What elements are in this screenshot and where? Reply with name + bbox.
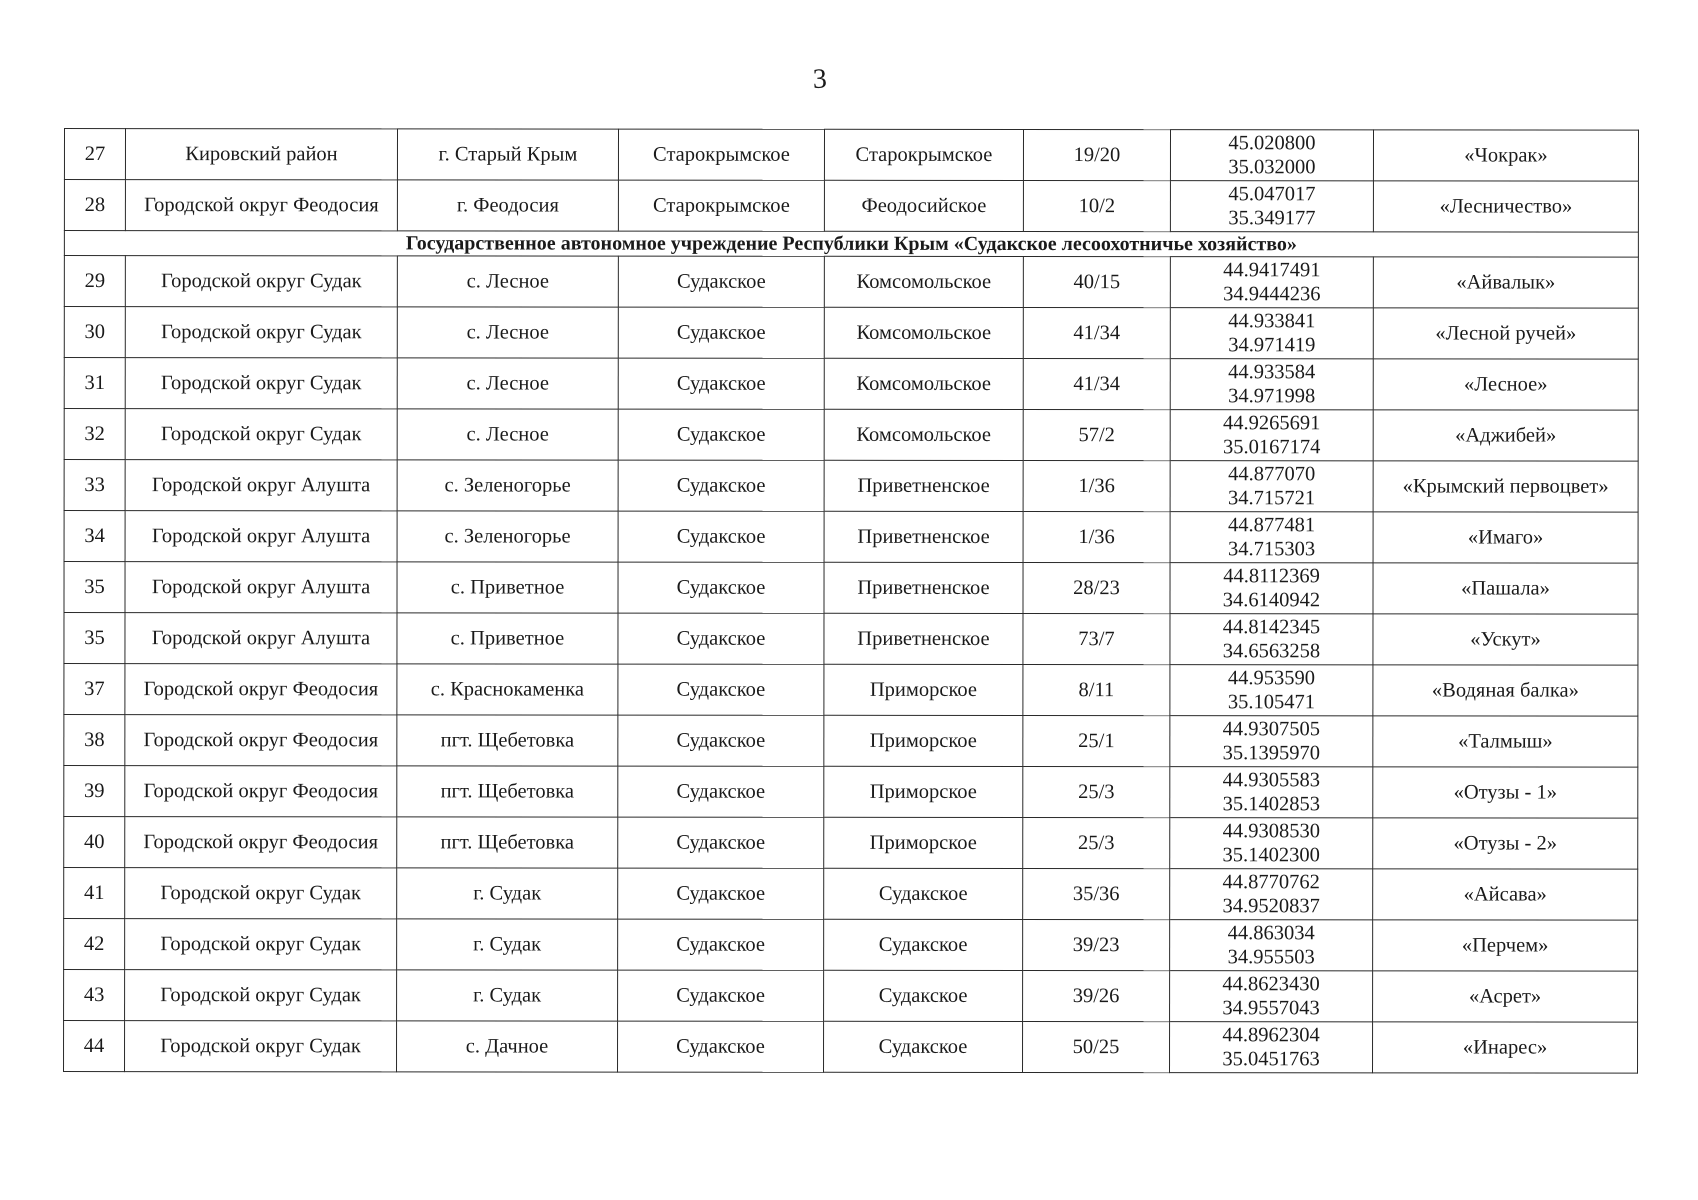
district-cell: Городской округ Судак: [125, 256, 397, 307]
latitude-value: 44.8112369: [1223, 565, 1320, 588]
forestry-cell: Судакское: [618, 358, 824, 409]
longitude-value: 34.971419: [1228, 334, 1316, 357]
block-cell: 73/7: [1023, 614, 1170, 665]
forestry-cell: Судакское: [618, 970, 824, 1021]
coordinates-cell: [1170, 359, 1373, 410]
district-cell: Городской округ Феодосия: [125, 766, 397, 817]
latitude-value: 44.953590: [1227, 667, 1315, 690]
settlement-cell: с. Приветное: [397, 562, 618, 613]
longitude-value: 34.971998: [1228, 385, 1316, 408]
forestry-cell: Судакское: [618, 1021, 824, 1072]
longitude-value: 34.6140942: [1222, 589, 1321, 612]
coordinates-cell: [1170, 257, 1373, 308]
row-number-cell: 44: [64, 1021, 125, 1072]
forestry-cell: Старокрымское: [618, 129, 824, 180]
row-number-cell: 29: [64, 256, 125, 307]
district-cell: Городской округ Алушта: [125, 613, 397, 664]
table-row: [64, 180, 1638, 233]
district-cell: Городской округ Феодосия: [125, 817, 397, 868]
district-cell: Городской округ Алушта: [125, 511, 397, 562]
forestry-cell: Судакское: [618, 307, 824, 358]
latitude-value: 44.8142345: [1222, 616, 1321, 639]
table-row: [64, 256, 1638, 309]
longitude-value: 35.1402853: [1222, 793, 1320, 816]
forestry-cell: Старокрымское: [618, 180, 824, 231]
table-row: [64, 129, 1638, 182]
row-number-cell: 31: [64, 358, 125, 409]
latitude-value: 44.9265691: [1222, 412, 1321, 435]
latitude-value: 44.8770762: [1222, 871, 1320, 894]
district-cell: Городской округ Феодосия: [125, 180, 397, 231]
row-number-cell: 38: [64, 715, 125, 766]
settlement-cell: с. Лесное: [397, 409, 618, 460]
block-cell: 41/34: [1023, 308, 1170, 359]
site-name-cell: «Чокрак»: [1373, 130, 1638, 181]
row-number-cell: 34: [64, 511, 125, 562]
forestry-cell: Судакское: [618, 715, 824, 766]
block-cell: 40/15: [1023, 257, 1170, 308]
table-row: [64, 1021, 1638, 1074]
row-number-cell: 28: [64, 180, 125, 231]
district-cell: Городской округ Судак: [125, 358, 397, 409]
row-number-cell: 35: [64, 613, 125, 664]
settlement-cell: г. Феодосия: [397, 180, 618, 231]
table-row: [64, 307, 1638, 360]
settlement-cell: с. Приветное: [397, 613, 618, 664]
subforestry-cell: Приморское: [824, 766, 1023, 817]
row-number-cell: 37: [64, 664, 125, 715]
settlement-cell: с. Зеленогорье: [397, 511, 618, 562]
site-name-cell: «Отузы - 1»: [1373, 767, 1638, 818]
row-number-cell: 41: [64, 868, 125, 919]
district-cell: Городской округ Судак: [125, 970, 397, 1021]
site-name-cell: «Имаго»: [1373, 512, 1638, 563]
settlement-cell: г. Судак: [397, 919, 618, 970]
latitude-value: 44.8962304: [1222, 1024, 1320, 1047]
coordinates-cell: [1170, 614, 1373, 665]
subforestry-cell: Приморское: [824, 817, 1023, 868]
block-cell: 1/36: [1023, 512, 1170, 563]
row-number-cell: 30: [64, 307, 125, 358]
longitude-value: 34.9520837: [1222, 895, 1320, 918]
table-row: [64, 766, 1638, 819]
site-name-cell: «Ускут»: [1373, 614, 1638, 665]
district-cell: Городской округ Феодосия: [125, 715, 397, 766]
table-row: [64, 460, 1638, 513]
coordinates-cell: [1170, 461, 1373, 512]
block-cell: 19/20: [1023, 130, 1170, 181]
site-name-cell: «Аджибей»: [1373, 410, 1638, 461]
subforestry-cell: Судакское: [824, 1021, 1023, 1072]
section-row: [64, 231, 1638, 258]
settlement-cell: с. Лесное: [397, 358, 618, 409]
table-row: [64, 409, 1638, 462]
block-cell: 25/3: [1023, 818, 1170, 869]
forestry-cell: Судакское: [618, 562, 824, 613]
coordinates-cell: [1170, 130, 1373, 181]
settlement-cell: г. Судак: [397, 970, 618, 1021]
latitude-value: 44.877481: [1228, 514, 1316, 537]
site-name-cell: «Пашала»: [1373, 563, 1638, 614]
district-cell: Городской округ Судак: [125, 919, 397, 970]
settlement-cell: пгт. Щебетовка: [397, 817, 618, 868]
table-row: [64, 562, 1638, 615]
coordinates-cell: [1170, 767, 1373, 818]
settlement-cell: с. Лесное: [397, 256, 618, 307]
table-body-section: [64, 231, 1638, 258]
table-row: [64, 511, 1638, 564]
coordinates-cell: [1170, 818, 1373, 869]
district-cell: Городской округ Алушта: [125, 460, 397, 511]
forestry-cell: Судакское: [618, 868, 824, 919]
latitude-value: 44.933841: [1228, 310, 1316, 333]
table-row: [64, 715, 1638, 768]
table-row: [64, 970, 1638, 1023]
longitude-value: 34.9557043: [1222, 997, 1320, 1020]
coordinates-cell: [1170, 1022, 1373, 1073]
site-name-cell: «Лесное»: [1373, 359, 1638, 410]
latitude-value: 44.9305583: [1222, 769, 1321, 792]
subforestry-cell: Приветненское: [824, 460, 1023, 511]
table-row: [64, 664, 1638, 717]
coordinates-cell: [1170, 665, 1373, 716]
district-cell: Городской округ Судак: [125, 868, 397, 919]
site-name-cell: «Лесной ручей»: [1373, 308, 1638, 359]
latitude-value: 45.020800: [1228, 132, 1316, 155]
district-cell: Кировский район: [125, 129, 397, 180]
settlement-cell: с. Дачное: [397, 1021, 618, 1072]
latitude-value: 45.047017: [1228, 183, 1316, 206]
settlement-cell: с. Лесное: [397, 307, 618, 358]
longitude-value: 35.105471: [1227, 691, 1315, 714]
site-name-cell: «Айвалык»: [1373, 257, 1638, 308]
longitude-value: 35.032000: [1228, 156, 1316, 179]
settlement-cell: г. Судак: [397, 868, 618, 919]
block-cell: 10/2: [1023, 181, 1170, 232]
block-cell: 39/23: [1023, 920, 1170, 971]
coordinates-cell: [1170, 920, 1373, 971]
subforestry-cell: Приветненское: [824, 613, 1023, 664]
row-number-cell: 33: [64, 460, 125, 511]
forestry-cell: Судакское: [618, 919, 824, 970]
block-cell: 57/2: [1023, 410, 1170, 461]
coordinates-cell: [1170, 869, 1373, 920]
longitude-value: 35.1395970: [1222, 742, 1321, 765]
section-heading: Государственное автономное учреждение Республики Крым «Судакское лесоохотничье хозяйство»: [64, 231, 1638, 258]
block-cell: 25/3: [1023, 767, 1170, 818]
site-name-cell: «Асрет»: [1373, 971, 1638, 1022]
block-cell: 28/23: [1023, 563, 1170, 614]
subforestry-cell: Комсомольское: [824, 256, 1023, 307]
block-cell: 8/11: [1023, 665, 1170, 716]
block-cell: 39/26: [1023, 971, 1170, 1022]
site-name-cell: «Талмыш»: [1373, 716, 1638, 767]
latitude-value: 44.877070: [1228, 463, 1316, 486]
latitude-value: 44.8623430: [1222, 973, 1320, 996]
subforestry-cell: Приветненское: [824, 511, 1023, 562]
district-cell: Городской округ Судак: [125, 409, 397, 460]
coordinates-cell: [1170, 308, 1373, 359]
latitude-value: 44.9308530: [1222, 820, 1320, 843]
subforestry-cell: Старокрымское: [824, 129, 1023, 180]
subforestry-cell: Комсомольское: [824, 409, 1023, 460]
coordinates-cell: [1170, 563, 1373, 614]
longitude-value: 34.715721: [1228, 487, 1316, 510]
block-cell: 1/36: [1023, 461, 1170, 512]
row-number-cell: 27: [64, 129, 125, 180]
table-row: [64, 358, 1638, 411]
table-body-bottom: [64, 256, 1639, 1074]
settlement-cell: г. Старый Крым: [397, 129, 618, 180]
subforestry-cell: Приветненское: [824, 562, 1023, 613]
longitude-value: 35.1402300: [1222, 844, 1320, 867]
forestry-cell: Судакское: [618, 511, 824, 562]
coordinates-cell: [1170, 512, 1373, 563]
settlement-cell: пгт. Щебетовка: [397, 715, 618, 766]
subforestry-cell: Комсомольское: [824, 358, 1023, 409]
district-cell: Городской округ Алушта: [125, 562, 397, 613]
row-number-cell: 35: [64, 562, 125, 613]
row-number-cell: 32: [64, 409, 125, 460]
district-cell: Городской округ Феодосия: [125, 664, 397, 715]
longitude-value: 34.9444236: [1223, 283, 1321, 306]
row-number-cell: 39: [64, 766, 125, 817]
subforestry-cell: Комсомольское: [824, 307, 1023, 358]
coordinates-cell: [1170, 410, 1373, 461]
latitude-value: 44.863034: [1227, 922, 1315, 945]
site-name-cell: «Лесничество»: [1373, 181, 1638, 232]
block-cell: 41/34: [1023, 359, 1170, 410]
forestry-cell: Судакское: [618, 766, 824, 817]
table-row: [64, 919, 1638, 972]
latitude-value: 44.933584: [1228, 361, 1316, 384]
latitude-value: 44.9417491: [1223, 259, 1321, 282]
forestry-cell: Судакское: [618, 409, 824, 460]
block-cell: 25/1: [1023, 716, 1170, 767]
page-number: 3: [812, 63, 828, 96]
forestry-cell: Судакское: [618, 817, 824, 868]
forestry-cell: Судакское: [618, 664, 824, 715]
row-number-cell: 42: [64, 919, 125, 970]
subforestry-cell: Судакское: [824, 868, 1023, 919]
table-row: [64, 613, 1638, 666]
district-cell: Городской округ Судак: [125, 307, 397, 358]
data-table: [63, 128, 1639, 1074]
longitude-value: 34.715303: [1227, 538, 1316, 561]
row-number-cell: 43: [64, 970, 125, 1021]
settlement-cell: с. Краснокаменка: [397, 664, 618, 715]
site-name-cell: «Отузы - 2»: [1373, 818, 1638, 869]
block-cell: 50/25: [1023, 1022, 1170, 1073]
table-row: [64, 817, 1638, 870]
site-name-cell: «Инарес»: [1373, 1022, 1638, 1073]
table-body-top: [64, 129, 1638, 233]
longitude-value: 34.6563258: [1222, 640, 1321, 663]
coordinates-cell: [1170, 971, 1373, 1022]
forestry-cell: Судакское: [618, 460, 824, 511]
site-name-cell: «Айсава»: [1373, 869, 1638, 920]
settlement-cell: пгт. Щебетовка: [397, 766, 618, 817]
subforestry-cell: Феодосийское: [824, 180, 1023, 231]
longitude-value: 34.955503: [1227, 946, 1315, 969]
longitude-value: 35.349177: [1228, 207, 1316, 230]
coordinates-cell: [1170, 181, 1373, 232]
table-row: [64, 868, 1638, 921]
subforestry-cell: Приморское: [824, 715, 1023, 766]
coordinates-cell: [1170, 716, 1373, 767]
settlement-cell: с. Зеленогорье: [397, 460, 618, 511]
longitude-value: 35.0451763: [1222, 1048, 1320, 1071]
subforestry-cell: Судакское: [824, 970, 1023, 1021]
forestry-cell: Судакское: [618, 613, 824, 664]
forestry-cell: Судакское: [618, 256, 824, 307]
subforestry-cell: Приморское: [824, 664, 1023, 715]
subforestry-cell: Судакское: [824, 919, 1023, 970]
site-name-cell: «Перчем»: [1373, 920, 1638, 971]
site-name-cell: «Крымский первоцвет»: [1373, 461, 1638, 512]
longitude-value: 35.0167174: [1222, 436, 1321, 459]
district-cell: Городской округ Судак: [125, 1021, 397, 1072]
latitude-value: 44.9307505: [1222, 718, 1321, 741]
row-number-cell: 40: [64, 817, 125, 868]
site-name-cell: «Водяная балка»: [1373, 665, 1638, 716]
block-cell: 35/36: [1023, 869, 1170, 920]
